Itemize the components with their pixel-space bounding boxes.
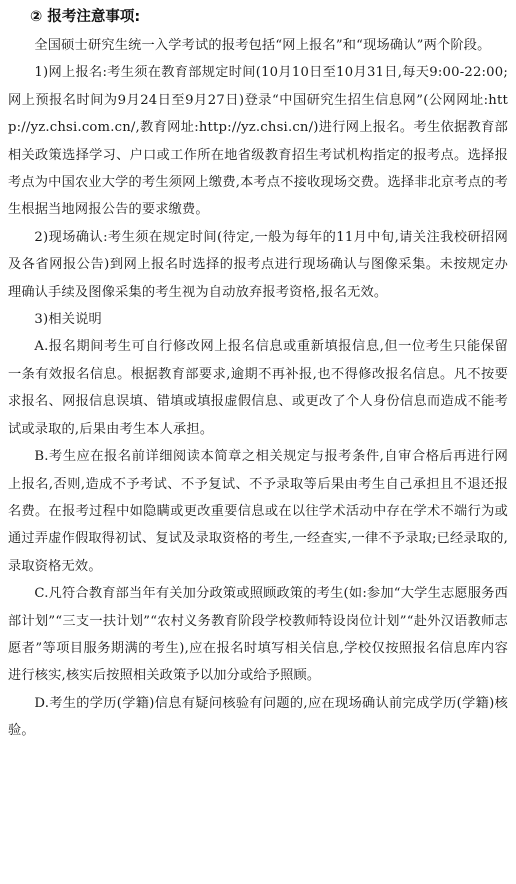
onsite-confirmation-paragraph: 2)现场确认:考生须在规定时间(待定,一般为每年的11月中旬,请关注我校研招网及各省网报公告)到网上报名时选择的报考点进行现场确认与图像采集。未按规定办理确认手续及图像采集的考生视为自动放弃报考资格,报名无效。 xyxy=(8,229,508,300)
section-heading: ② 报考注意事项: xyxy=(30,9,141,25)
online-registration-paragraph: 1)网上报名:考生须在教育部规定时间(10月10日至10月31日,每天9:00-22:00;网上预报名时间为9月24日至9月27日)登录“中国研究生招生信息网”(公网网址:http://yz.chsi.com.cn/,教育网址:http://yz.chsi.cn/)进行网上报名。考生依据教育部相关政策选择学习、户口或工作所在地省级教育招生考试机构指定的报考点。选择报考点为中国农业大学的考生须网上缴费,本考点不接收现场交费。选择非北京考点的考生根据当地网报公告的要求缴费。 xyxy=(8,65,508,218)
note-b-paragraph: B.考生应在报名前详细阅读本简章之相关规定与报考条件,自审合格后再进行网上报名,否则,造成不予考试、不予复试、不予录取等后果由考生自己承担且不退还报名费。在报考过程中如隐瞒或更改重要信息或在以往学术活动中存在学术不端行为或通过弄虚作假取得初试、复试及录取资格的考生,一经查实,一律不予录取;已经录取的,录取资格无效。 xyxy=(8,449,508,574)
note-c-paragraph: C.凡符合教育部当年有关加分政策或照顾政策的考生(如:参加“大学生志愿服务西部计划”“三支一扶计划”“农村义务教育阶段学校教师特设岗位计划”“赴外汉语教师志愿者”等项目服务期满的考生),应在报名时填写相关信息,学校仅按照报名信息库内容进行核实,核实后按照相关政策予以加分或给予照顾。 xyxy=(8,586,508,684)
note-d-paragraph: D.考生的学历(学籍)信息有疑问核验有问题的,应在现场确认前完成学历(学籍)核验。 xyxy=(8,695,508,739)
note-a-paragraph: A.报名期间考生可自行修改网上报名信息或重新填报信息,但一位考生只能保留一条有效报名信息。根据教育部要求,逾期不再补报,也不得修改报名信息。凡不按要求报名、网报信息误填、错填或填报虚假信息、或更改了个人身份信息而造成不能考试或录取的,后果由考生本人承担。 xyxy=(8,339,508,437)
related-notes-title: 3)相关说明 xyxy=(34,312,102,328)
intro-paragraph: 全国硕士研究生统一入学考试的报考包括“网上报名”和“现场确认”两个阶段。 xyxy=(34,38,491,53)
